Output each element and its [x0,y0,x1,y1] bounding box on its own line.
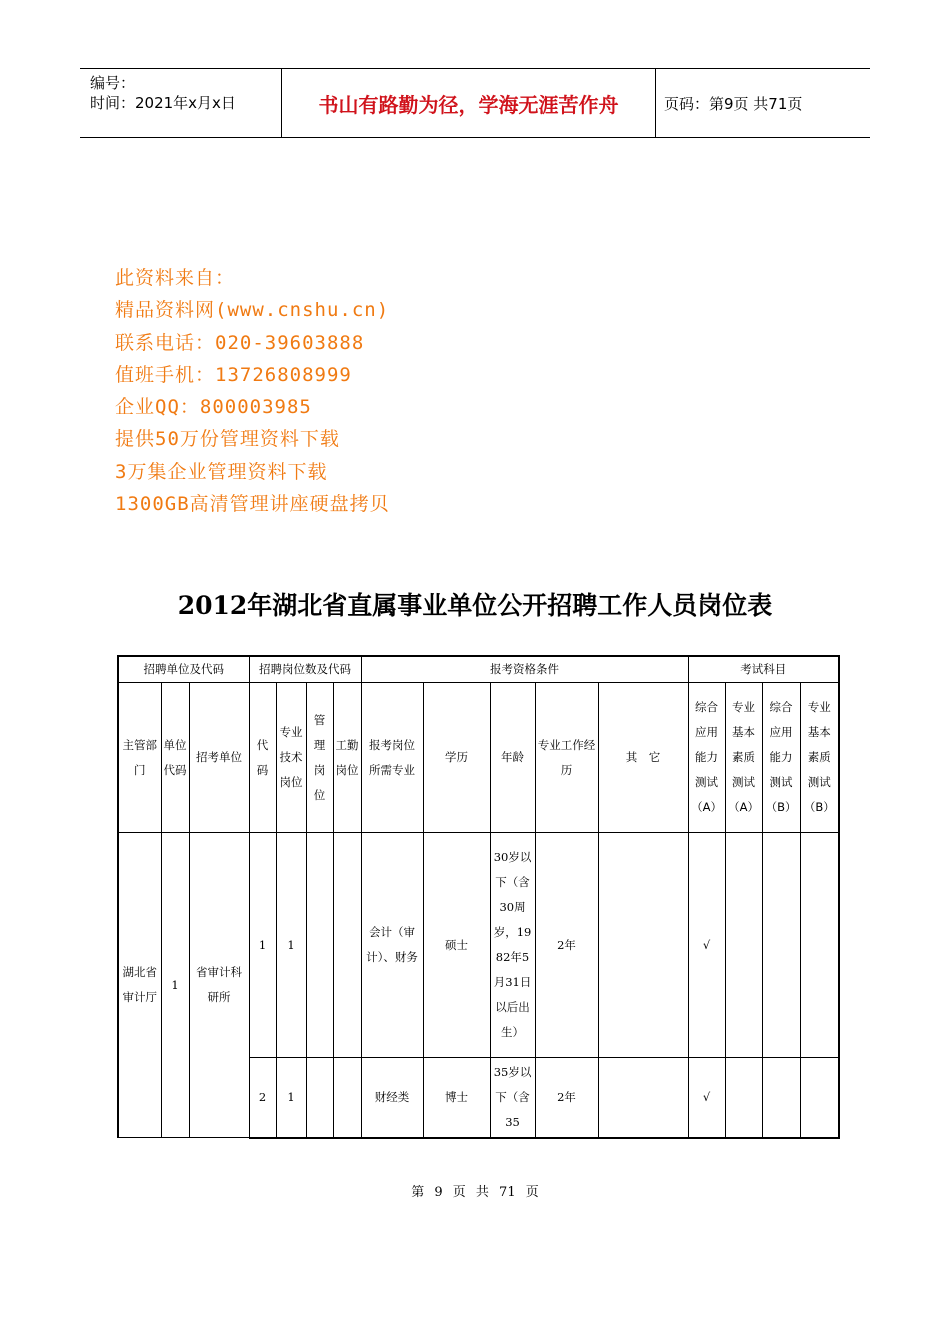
source-info-block [115,262,390,520]
page-footer: 第 9 页 共 71 页 [411,1185,539,1200]
column-header-row [118,683,839,833]
header-divider [655,69,656,137]
cell-major: 会计（审计）、财务 [361,833,423,1058]
cell-other [598,1058,688,1138]
source-info-line: 此资料来自： [115,267,236,289]
positions-table [117,655,840,1139]
cell-exam3 [762,833,800,1058]
source-info-line: 精品资料网(www.cnshu.cn) [115,299,390,322]
col-major-header: 报考岗位所需专业 [361,683,423,833]
cell-age: 35岁以下（含35 [490,1058,535,1138]
col-exam4-header: 专业基本素质测试（B） [800,683,839,833]
cell-edu: 硕士 [423,833,490,1058]
cell-tech: 1 [276,1058,306,1138]
col-unit-header: 招考单位 [189,683,249,833]
cell-code: 1 [249,833,276,1058]
source-info-line: 值班手机：13726808999 [115,363,352,386]
group-unit-header: 招聘单位及代码 [118,656,249,683]
col-age-header: 年龄 [490,683,535,833]
group-qualifications-header: 报考资格条件 [361,656,688,683]
group-exam-header: 考试科目 [688,656,839,683]
cell-mgmt [306,1058,333,1138]
source-info-line: 3万集企业管理资料下载 [115,460,328,483]
cell-exam1: √ [688,1058,725,1138]
cell-exam3 [762,1058,800,1138]
date-label: 时间：2021年x月x日 [90,94,236,112]
cell-exam2 [725,1058,762,1138]
col-unit-code-header: 单位代码 [161,683,189,833]
col-exp-header: 专业工作经历 [535,683,598,833]
source-info-line: 1300GB高清管理讲座硬盘拷贝 [115,493,390,516]
col-exam3-header: 综合应用能力测试（B） [762,683,800,833]
col-other-header: 其 它 [598,683,688,833]
col-exam2-header: 专业基本素质测试（A） [725,683,762,833]
cell-dept: 湖北省审计厅 [118,833,161,1138]
header-motto: 书山有路勤为径，学海无涯苦作舟 [318,92,619,117]
group-positions-header: 招聘岗位数及代码 [249,656,361,683]
cell-exp: 2年 [535,1058,598,1138]
cell-major: 财经类 [361,1058,423,1138]
col-tech-header: 专业技术岗位 [276,683,306,833]
col-edu-header: 学历 [423,683,490,833]
cell-exam2 [725,833,762,1058]
table-row [118,833,839,1058]
col-dept-header: 主管部门 [118,683,161,833]
group-header-row [118,656,839,683]
number-label: 编号： [90,74,136,92]
source-info-line: 提供50万份管理资料下载 [115,428,340,451]
cell-code: 2 [249,1058,276,1138]
col-mgmt-header: 管理岗位 [306,683,333,833]
header-meta [90,73,236,113]
page-header [80,68,870,138]
document-title: 2012年湖北省直属事业单位公开招聘工作人员岗位表 [177,591,773,620]
col-worker-header: 工勤岗位 [333,683,361,833]
source-info-line: 联系电话：020-39603888 [115,331,365,354]
cell-worker [333,1058,361,1138]
source-info-line: 企业QQ：800003985 [115,396,312,419]
cell-worker [333,833,361,1058]
col-code-header: 代码 [249,683,276,833]
cell-exp: 2年 [535,833,598,1058]
cell-exam1: √ [688,833,725,1058]
col-exam1-header: 综合应用能力测试（A） [688,683,725,833]
cell-age: 30岁以下（含30周岁，1982年5月31日以后出生） [490,833,535,1058]
cell-unit: 省审计科研所 [189,833,249,1138]
cell-exam4 [800,833,839,1058]
cell-other [598,833,688,1058]
cell-mgmt [306,833,333,1058]
header-page-label: 页码：第9页 共71页 [664,94,803,113]
cell-edu: 博士 [423,1058,490,1138]
cell-exam4 [800,1058,839,1138]
cell-tech: 1 [276,833,306,1058]
cell-unit-code: 1 [161,833,189,1138]
